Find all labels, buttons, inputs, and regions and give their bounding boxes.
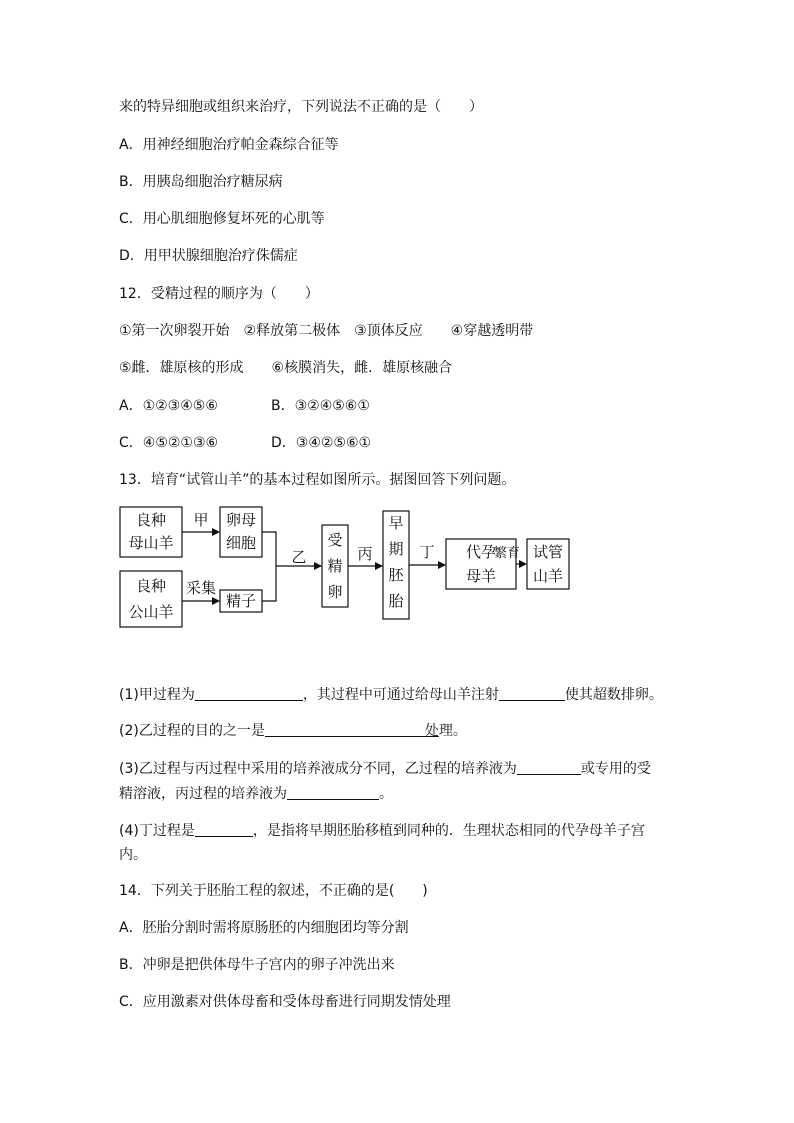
q13-sub1-blank2[interactable] [499, 684, 565, 701]
process-ding-label: 丁 [419, 543, 435, 561]
process-jia-label: 甲 [193, 511, 209, 529]
surrogate-label-1: 代孕 [465, 543, 497, 561]
q12-option-d: D．③④②⑤⑥① [271, 435, 372, 451]
good-ewe-label-2: 母山羊 [128, 534, 174, 552]
good-ram-label-1: 良种 [135, 577, 167, 595]
q11-option-d: D．用甲状腺细胞治疗侏儒症 [119, 248, 298, 264]
q13-sub4-line2: 内。 [119, 847, 147, 863]
zygote-label-1: 受 [327, 531, 343, 549]
q13-sub3-blank2[interactable] [287, 783, 379, 800]
q13-sub1-text-c: 使其超数排卵。 [564, 687, 663, 703]
embryo-label-4: 胎 [388, 592, 404, 610]
q12-option-b: B．③②④⑤⑥① [271, 398, 370, 414]
q12-option-a: A．①②③④⑤⑥ [119, 398, 218, 414]
q13-sub3-text-a: (3)乙过程与丙过程中采用的培养液成分不同，乙过程的培养液为 [119, 761, 517, 777]
q14-option-a: A．胚胎分割时需将原肠胚的内细胞团均等分割 [119, 920, 409, 936]
surrogate-label-2: 母羊 [465, 567, 497, 585]
q11-stem-tail: 来的特异细胞或组织来治疗，下列说法不正确的是（ ） [119, 99, 483, 115]
q13-sub3-line1 [119, 758, 651, 779]
q13-sub1-text-a: (1)甲过程为 [119, 687, 195, 703]
q12-steps-line2: ⑤雌．雄原核的形成 ⑥核膜消失，雌．雄原核融合 [119, 360, 453, 376]
collect-label: 采集 [185, 579, 217, 597]
embryo-label-3: 胚 [388, 566, 404, 584]
oocyte-label-1: 卵母 [225, 511, 257, 529]
oocyte-label-2: 细胞 [225, 534, 257, 552]
embryo-label-2: 期 [388, 540, 404, 558]
q13-sub1-text-b: ，其过程中可通过给母山羊注射 [302, 687, 499, 703]
q11-option-a: A．用神经细胞治疗帕金森综合征等 [119, 137, 339, 153]
q13-sub1 [119, 684, 663, 705]
q13-sub4-line1 [119, 820, 645, 841]
q13-sub3-line2 [119, 783, 393, 804]
breed-label: 繁育 [493, 546, 521, 561]
q13-sub4-blank[interactable] [195, 820, 253, 837]
q13-sub3-text-d: 。 [379, 786, 393, 802]
q13-sub3-text-b: 或专用的受 [580, 761, 651, 777]
q12-steps-line1: ①第一次卵裂开始 ②释放第二极体 ③顶体反应 ④穿越透明带 [119, 323, 534, 339]
q12-option-c: C．④⑤②①③⑥ [119, 435, 219, 451]
q13-sub2-text-a: (2)乙过程的目的之一是 [119, 723, 265, 739]
zygote-label-3: 卵 [327, 583, 343, 601]
process-yi-label: 乙 [291, 548, 307, 566]
q14-option-c: C．应用激素对供体母畜和受体母畜进行同期发情处理 [119, 994, 451, 1010]
ivf-goat-process-diagram [119, 505, 579, 635]
q11-option-c: C．用心肌细胞修复坏死的心肌等 [119, 211, 325, 227]
embryo-label-1: 早 [388, 514, 404, 532]
sperm-label: 精子 [225, 592, 257, 610]
good-ram-label-2: 公山羊 [128, 603, 174, 621]
q11-option-b: B．用胰岛细胞治疗糖尿病 [119, 174, 283, 190]
q13-sub2-text-b: 处 [424, 723, 439, 739]
q13-sub4-text-b: ，是指将早期胚胎移植到同种的．生理状态相同的代孕母羊子宫 [252, 823, 645, 839]
zygote-label-2: 精 [327, 557, 343, 575]
q13-stem: 13．培育“试管山羊”的基本过程如图所示。据图回答下列问题。 [119, 472, 516, 488]
q13-sub2-blank[interactable] [265, 720, 425, 737]
q13-sub2 [119, 720, 467, 741]
q12-stem: 12．受精过程的顺序为（ ） [119, 286, 319, 302]
process-bing-label: 丙 [357, 545, 373, 563]
q13-sub3-blank1[interactable] [517, 758, 581, 775]
q13-sub2-text-c: 理。 [438, 723, 467, 739]
q14-option-b: B．冲卵是把供体母牛子宫内的卵子冲洗出来 [119, 957, 395, 973]
good-ewe-label-1: 良种 [135, 511, 167, 529]
q14-stem: 14．下列关于胚胎工程的叙述，不正确的是( ) [119, 883, 428, 899]
q13-sub4-text-a: (4)丁过程是 [119, 823, 195, 839]
test-tube-goat-label-2: 山羊 [532, 567, 564, 585]
q13-sub3-text-c: 精溶液，丙过程的培养液为 [119, 786, 287, 802]
test-tube-goat-label-1: 试管 [532, 543, 564, 561]
q13-sub1-blank1[interactable] [195, 684, 303, 701]
